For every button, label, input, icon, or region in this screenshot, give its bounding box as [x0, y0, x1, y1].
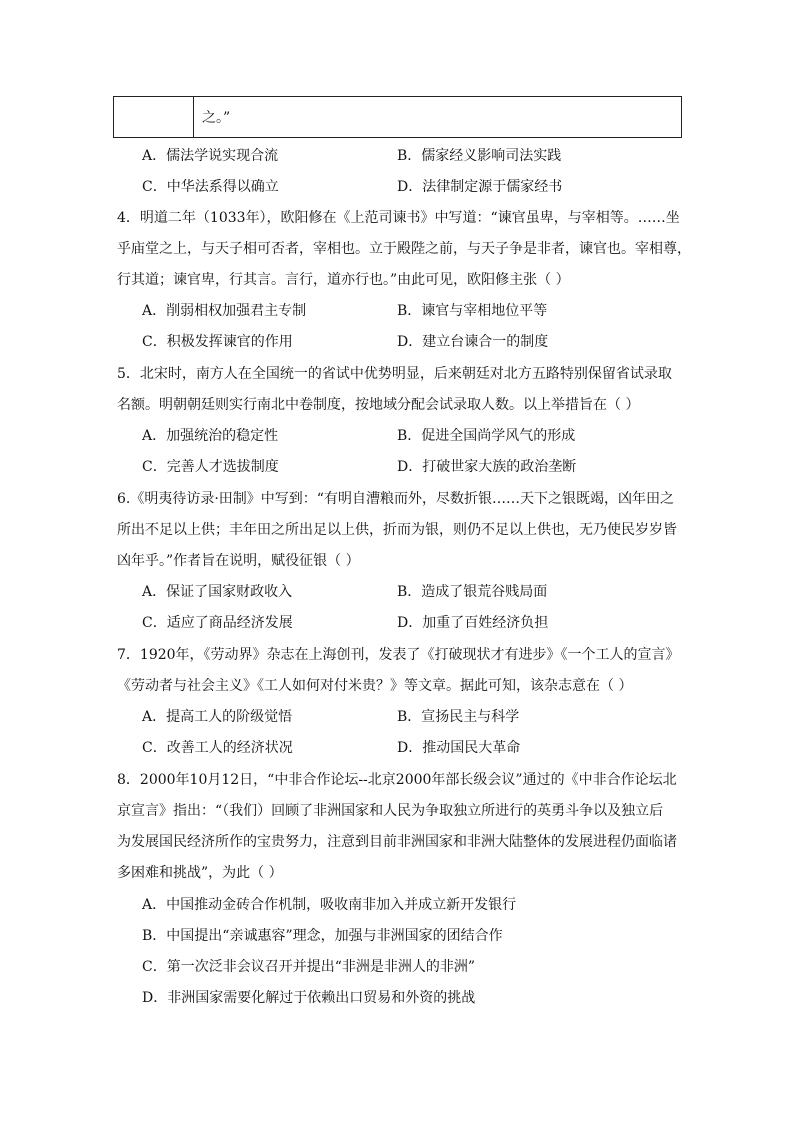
q4-stem-line-3: 行其道；谏官卑，行其言。言行，道亦行也。”由此可见，欧阳修主张（ ）: [117, 272, 570, 288]
q8-option-c: C．第一次泛非会议召开并提出“非洲是非洲人的非洲”: [142, 959, 476, 975]
q4-option-c: C．积极发挥谏官的作用: [142, 334, 293, 350]
q5-option-d: D．打破世家大族的政治垄断: [397, 459, 577, 475]
q5-option-a: A．加强统治的稳定性: [142, 428, 279, 444]
q6-stem-line-3: 凶年乎。”作者旨在说明，赋役征银（ ）: [117, 553, 360, 569]
q7-option-d: D．推动国民大革命: [397, 740, 521, 756]
q4-stem-line-2: 乎庙堂之上，与天子相可否者，宰相也。立于殿陛之前，与天子争是非者，谏官也。宰相尊，: [117, 241, 691, 257]
q7-option-b: B．宣扬民主与科学: [397, 709, 520, 725]
q8-option-d: D．非洲国家需要化解过于依赖出口贸易和外资的挑战: [142, 990, 476, 1006]
table-fragment: [113, 96, 682, 138]
q3-option-c: C．中华法系得以确立: [142, 179, 279, 195]
q6-option-b: B．造成了银荒谷贱局面: [397, 584, 548, 600]
q4-option-d: D．建立台谏合一的制度: [397, 334, 549, 350]
table-cell-text: 之。”: [202, 110, 231, 126]
q6-option-c: C．适应了商品经济发展: [142, 615, 293, 631]
q5-stem-line-2: 名额。明朝朝廷则实行南北中卷制度，按地域分配会试录取人数。以上举措旨在（ ）: [117, 397, 640, 413]
q8-stem-line-2: 京宣言》指出：“（我们）回顾了非洲国家和人民为争取独立所进行的英勇斗争以及独立后: [117, 803, 664, 819]
q5-stem-line-1: 5．北宋时，南方人在全国统一的省试中优势明显，后来朝廷对北方五路特别保留省试录取: [117, 366, 672, 382]
q7-stem-line-2: 《劳动者与社会主义》《工人如何对付米贵？》等文章。据此可知，该杂志意在（ ）: [117, 678, 633, 694]
q7-stem-line-1: 7．1920年，《劳动界》杂志在上海创刊，发表了《打破现状才有进步》《一个工人的宣言》: [117, 647, 680, 663]
q6-option-d: D．加重了百姓经济负担: [397, 615, 549, 631]
q4-option-b: B．谏官与宰相地位平等: [397, 303, 548, 319]
table-cell-left: [114, 97, 194, 137]
q6-stem-line-2: 所出不足以上供；丰年田之所出足以上供，折而为银，则仍不足以上供也，无乃使民岁岁皆: [117, 522, 677, 538]
q3-option-b: B．儒家经义影响司法实践: [397, 148, 562, 164]
q6-stem-line-1: 6.《明夷待访录·田制》中写到：“有明自漕粮而外，尽数折银……天下之银既竭，凶年田之: [117, 491, 674, 507]
q8-option-a: A．中国推动金砖合作机制，吸收南非加入并成立新开发银行: [142, 897, 517, 913]
q5-option-b: B．促进全国尚学风气的形成: [397, 428, 576, 444]
q7-option-a: A．提高工人的阶级觉悟: [142, 709, 293, 725]
q3-option-d: D．法律制定源于儒家经书: [397, 179, 563, 195]
q6-option-a: A．保证了国家财政收入: [142, 584, 293, 600]
q5-option-c: C．完善人才选拔制度: [142, 459, 279, 475]
q4-option-a: A．削弱相权加强君主专制: [142, 303, 307, 319]
q7-option-c: C．改善工人的经济状况: [142, 740, 293, 756]
q8-option-b: B．中国提出“亲诚惠容”理念，加强与非洲国家的团结合作: [142, 928, 503, 944]
q8-stem-line-1: 8．2000年10月12日，“中非合作论坛--北京2000年部长级会议”通过的《中非合作论坛北: [117, 772, 677, 788]
q3-option-a: A．儒法学说实现合流: [142, 148, 279, 164]
q8-stem-line-4: 多困难和挑战”，为此（ ）: [117, 865, 283, 881]
q4-stem-line-1: 4．明道二年（1033年），欧阳修在《上范司谏书》中写道：“谏官虽卑，与宰相等。……坐: [117, 210, 680, 226]
table-cell-right: [194, 97, 681, 137]
q8-stem-line-3: 为发展国民经济所作的宝贵努力，注意到目前非洲国家和非洲大陆整体的发展进程仍面临诸: [117, 834, 677, 850]
